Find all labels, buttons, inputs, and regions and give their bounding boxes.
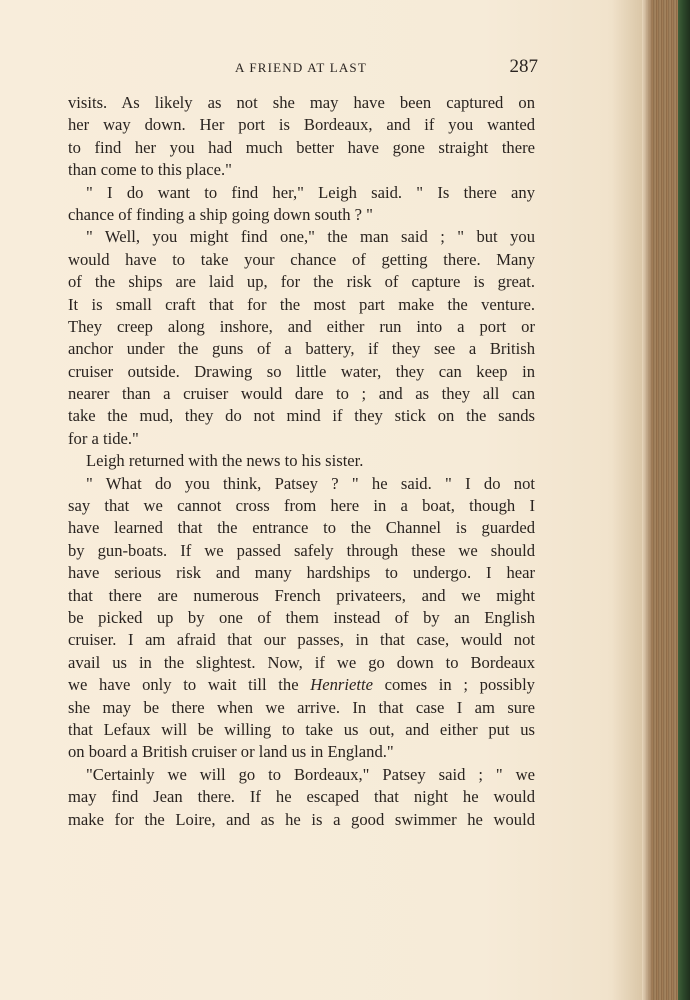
text-line: that there are numerous French privateers, and we might — [68, 585, 535, 605]
running-title: A FRIEND AT LAST — [235, 60, 368, 75]
text-line: " Well, you might find one," the man said ; " but you — [86, 227, 535, 247]
text-line: visits. As likely as not she may have been captured on — [68, 93, 535, 112]
text-line: of the ships are laid up, for the risk of capture is great. — [68, 272, 535, 292]
text-line: may find Jean there. If he escaped that night he would — [68, 787, 535, 807]
text-line: on board a British cruiser or land us in England." — [68, 742, 394, 762]
text-line: cruiser. I am afraid that our passes, in that case, would not — [68, 630, 535, 650]
text-line: " What do you think, Patsey ? " he said. " I do not — [86, 473, 535, 493]
text-line: she may be there when we arrive. In that case I am sure — [68, 697, 535, 717]
text-line: make for the Loire, and as he is a good swimmer he would — [68, 809, 535, 829]
text-line: anchor under the guns of a battery, if they see a British — [68, 339, 535, 359]
text-line: It is small craft that for the most part make the venture. — [68, 294, 535, 314]
text-line: have serious risk and many hardships to undergo. I hear — [68, 563, 535, 583]
text-line: "Certainly we will go to Bordeaux," Patsey said ; " we — [86, 764, 535, 784]
page-number: 287 — [509, 56, 538, 77]
text-line: chance of finding a ship going down south ? " — [68, 204, 373, 224]
text-line: nearer than a cruiser would dare to ; and as they all can — [68, 384, 535, 404]
text-line: by gun-boats. If we passed safely through these we should — [68, 540, 535, 560]
text-line: be picked up by one of them instead of by an English — [68, 607, 535, 627]
text-line: say that we cannot cross from here in a boat, though I — [68, 496, 535, 516]
text-line: than come to this place." — [68, 160, 232, 180]
text-line: to find her you had much better have gone straight there — [68, 137, 535, 157]
text-line: " I do want to find her," Leigh said. " Is there any — [86, 182, 535, 202]
text-line: that Lefaux will be willing to take us out, and either put us — [68, 719, 535, 739]
text-fragment: we have only to wait till the — [68, 675, 299, 695]
text-line: avail us in the slightest. Now, if we go down to Bordeaux — [68, 652, 535, 672]
text-line: would have to take your chance of getting there. Many — [68, 249, 535, 269]
ship-name: Henriette — [310, 675, 373, 695]
text-line: for a tide." — [68, 428, 139, 448]
text-line: her way down. Her port is Bordeaux, and if you wanted — [68, 115, 535, 135]
text-line: cruiser outside. Drawing so little water, they can keep in — [68, 361, 535, 381]
text-line: They creep along inshore, and either run into a port or — [68, 316, 535, 336]
text-line-with-ship-name — [68, 674, 535, 696]
running-head — [68, 58, 538, 80]
text-line: Leigh returned with the news to his sister. — [86, 451, 364, 471]
text-line: have learned that the entrance to the Channel is guarded — [68, 518, 535, 538]
body-text — [68, 92, 535, 831]
text-line: take the mud, they do not mind if they stick on the sands — [68, 406, 535, 426]
page-shadow — [612, 0, 642, 1000]
text-fragment: comes in ; possibly — [384, 675, 535, 695]
page-edges — [642, 0, 690, 1000]
